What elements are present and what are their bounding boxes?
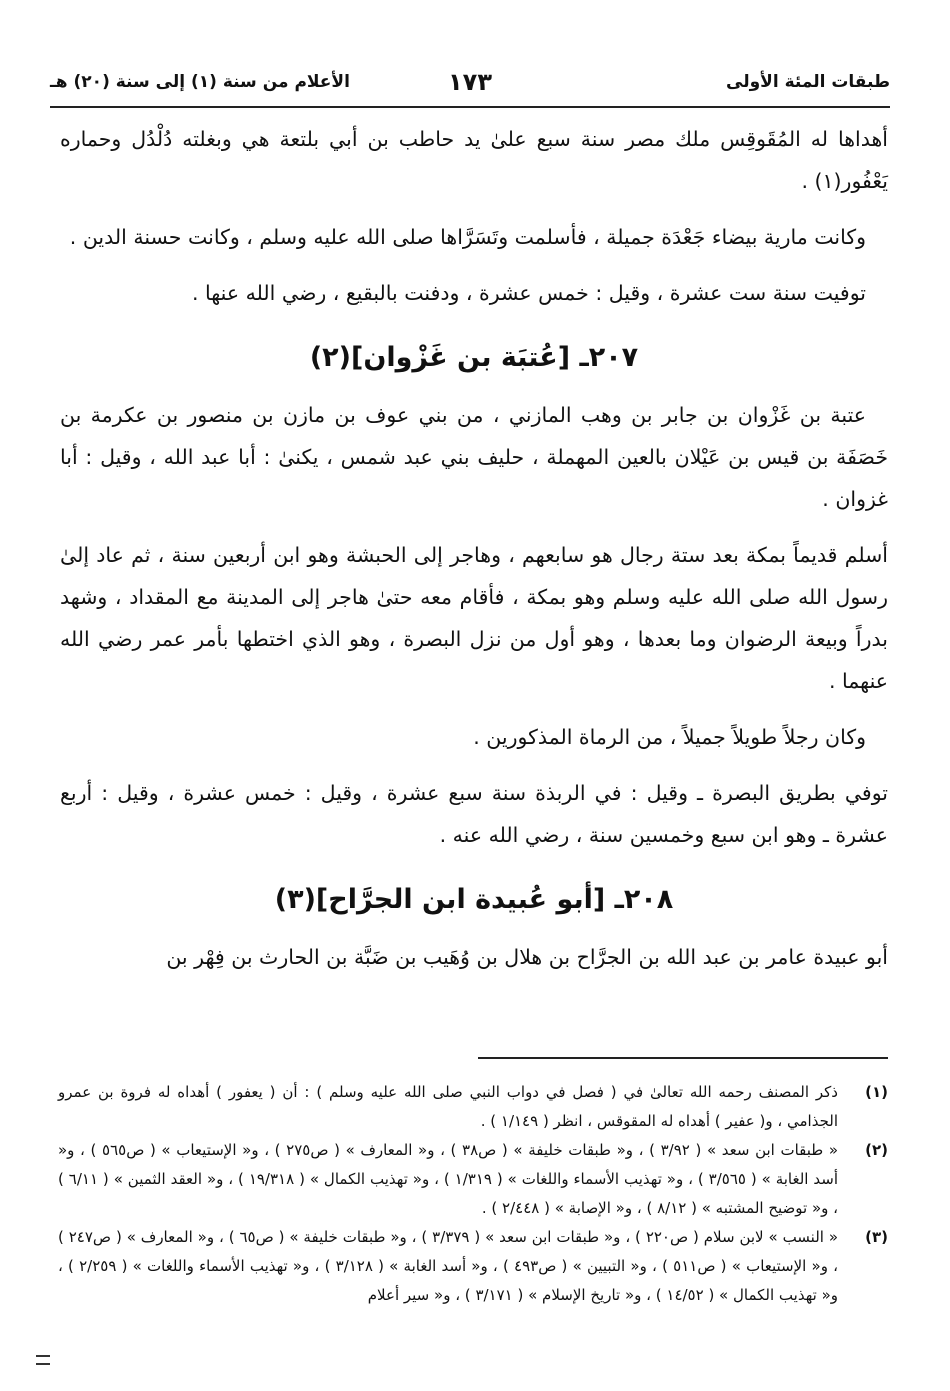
paragraph: أهداها له المُقَوقِس ملك مصر سنة سبع علىٰ يد حاطب بن أبي بلتعة هي وبغلته دُلْدُل وحماره يَعْفُور(١) .: [60, 127, 888, 193]
continuation-mark: [36, 1355, 50, 1365]
footnote-number: (١): [865, 1083, 888, 1101]
paragraph: توفيت سنة ست عشرة ، وقيل : خمس عشرة ، ودفنت بالبقيع ، رضي الله عنها .: [191, 281, 866, 305]
paragraph: وكان رجلاً طويلاً جميلاً ، من الرماة المذكورين .: [473, 725, 866, 749]
paragraph: وكانت مارية بيضاء جَعْدَة جميلة ، فأسلمت وتَسَرَّاها صلى الله عليه وسلم ، وكانت حسنة الدين .: [69, 225, 866, 249]
footnote: [58, 1078, 888, 1136]
footnote-separator: [478, 1057, 888, 1059]
footnote-number: (٣): [865, 1228, 888, 1246]
footnote: [58, 1136, 888, 1223]
entry-heading-208: ٢٠٨ـ [أبو عُبيدة ابن الجرَّاح](٣): [274, 884, 674, 915]
page-number: ١٧٣: [448, 68, 492, 96]
entry-heading-207: ٢٠٧ـ [عُتبَة بن غَزْوان](٢): [309, 342, 639, 373]
paragraph: أبو عبيدة عامر بن عبد الله بن الجرَّاح بن هلال بن وُهَيب بن ضَبَّة بن الحارث بن فِهْر بن: [166, 945, 888, 969]
footnote-text: « طبقات ابن سعد » ( ٣/٩٢ ) ، و« طبقات خليفة » ( ص٣٨ ) ، و« المعارف » ( ص٢٧٥ ) ، و« الإستيعاب » ( ص٥٦٥ ) ، و« أسد الغابة » ( ٣/٥٦٥ ) ، و« تهذيب الأسماء واللغات » ( ١/٣١٩ ) ، و« تهذيب الكمال » ( ١٩/٣١٨ ) ، و« العقد الثمين » ( ٦/١١ ) ، و« توضيح المشتبه » ( ٨/١٢ ) ، و« الإصابة » ( ٢/٤٤٨ ) .: [58, 1141, 839, 1217]
footnote: [58, 1223, 888, 1310]
main-text: [60, 118, 888, 992]
footnote-number: (٢): [865, 1141, 888, 1159]
paragraph: عتبة بن غَزْوان بن جابر بن وهب المازني ، من بني عوف بن مازن بن منصور بن عكرمة بن خَصَفَة بن قيس بن عَيْلان بالعين المهملة ، حليف بني عبد شمس ، يكنىٰ : أبا عبد الله ، وقيل : أبا غزوان .: [60, 403, 888, 511]
footnotes: [58, 1078, 888, 1310]
paragraph: أسلم قديماً بمكة بعد ستة رجال هو سابعهم ، وهاجر إلى الحبشة وهو ابن أربعين سنة ، ثم عاد إلىٰ رسول الله صلى الله عليه وسلم وهو بمكة ، فأقام معه حتىٰ هاجر إلى المدينة مع المقداد ، وشهد بدراً وبيعة الرضوان وما بعدها ، وهو أول من نزل البصرة ، وهو الذي اختطها بأمر عمر رضي الله عنهما .: [60, 543, 888, 693]
paragraph: توفي بطريق البصرة ـ وقيل : في الربذة سنة سبع عشرة ، وقيل : خمس عشرة ، وقيل : أربع عشرة ـ وهو ابن سبع وخمسين سنة ، رضي الله عنه .: [60, 781, 888, 847]
footnote-text: ذكر المصنف رحمه الله تعالىٰ في ( فصل في دواب النبي صلى الله عليه وسلم ) : أن ( يعفور ) أهداه له فروة بن عمرو الجذامي ، و( عفير ) أهداه له المقوقس ، انظر ( ١/١٤٩ ) .: [58, 1083, 838, 1130]
header-range: الأعلام من سنة (١) إلى سنة (٢٠) هـ: [50, 72, 350, 92]
book-title: طبقات المئة الأولى: [726, 72, 890, 92]
running-header: [50, 66, 890, 108]
footnote-text: « النسب » لابن سلام ( ص٢٢٠ ) ، و« طبقات ابن سعد » ( ٣/٣٧٩ ) ، و« طبقات خليفة » ( ص٦٥ ) ، و« المعارف » ( ص٢٤٧ ) ، و« الإستيعاب » ( ص٥١١ ) ، و« التبيين » ( ص٤٩٣ ) ، و« أسد الغابة » ( ٣/١٢٨ ) ، و« تهذيب الأسماء واللغات » ( ٢/٢٥٩ ) ، و« تهذيب الكمال » ( ١٤/٥٢ ) ، و« تاريخ الإسلام » ( ٣/١٧١ ) ، و« سير أعلام: [58, 1228, 839, 1304]
